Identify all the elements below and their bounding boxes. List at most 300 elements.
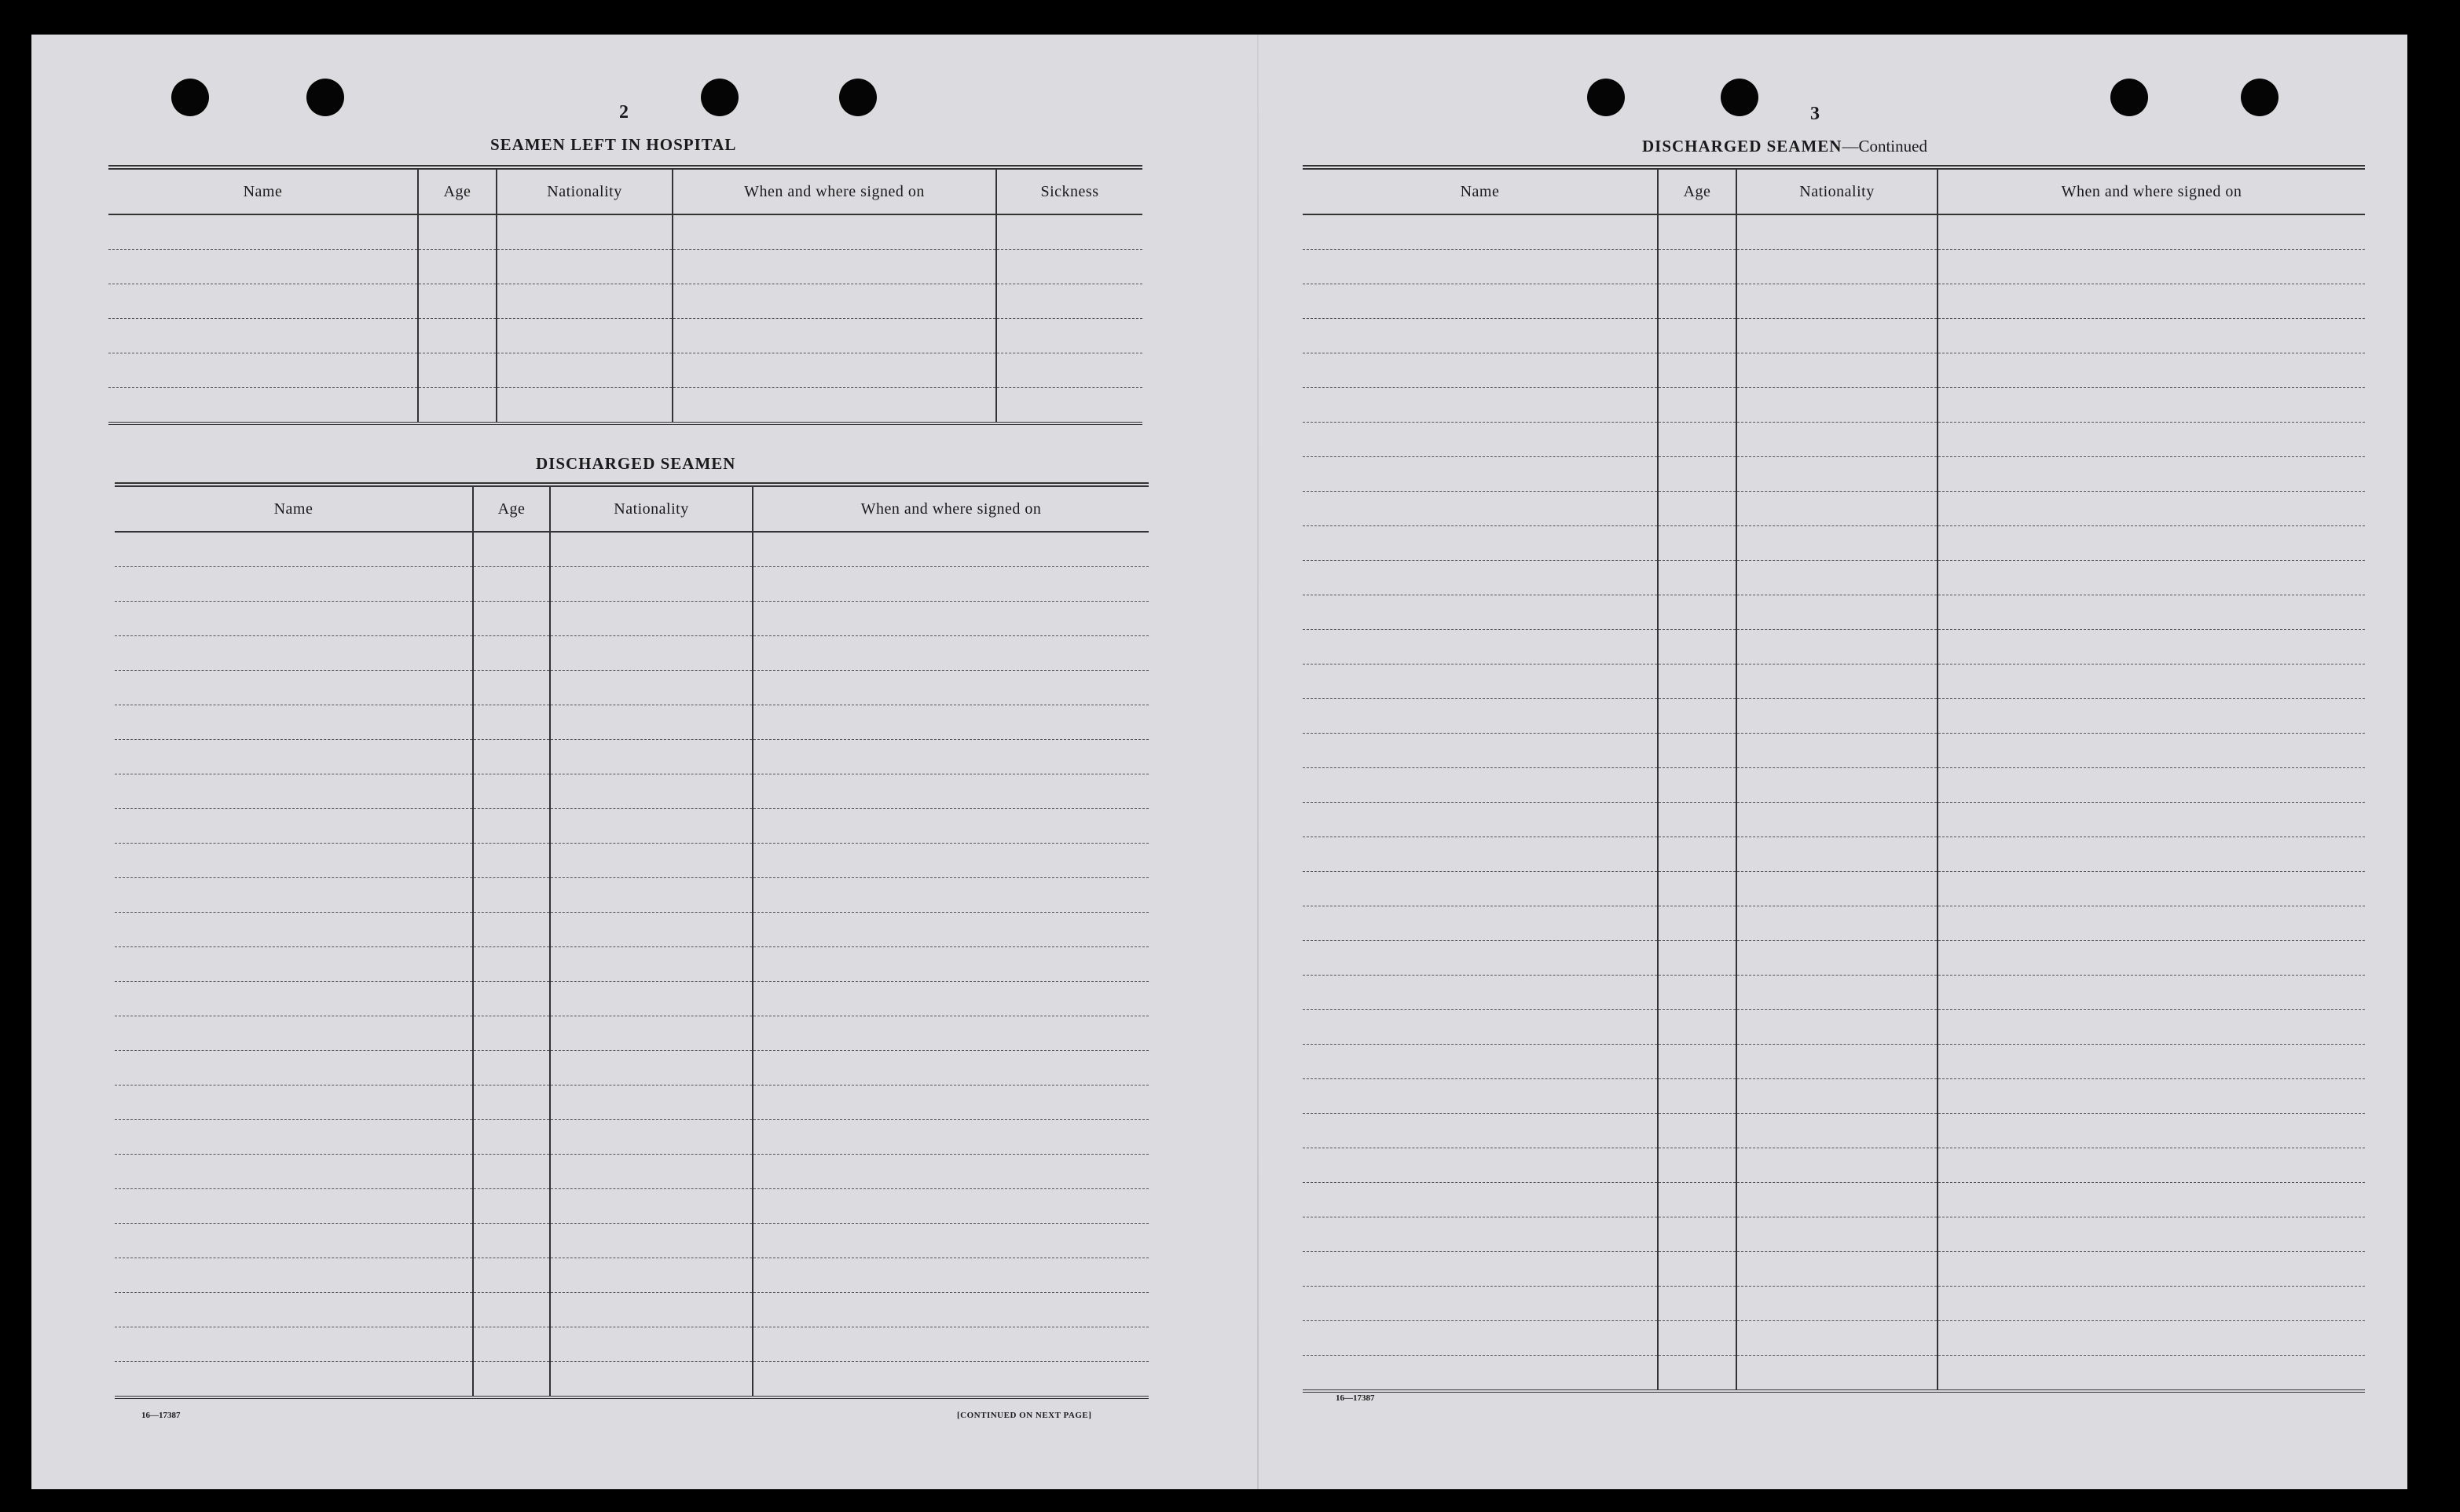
punch-hole bbox=[2241, 79, 2279, 116]
discharged-continued-row bbox=[1303, 734, 2365, 768]
discharged-cell bbox=[753, 1189, 1149, 1224]
discharged-cell bbox=[753, 1051, 1149, 1085]
discharged-continued-cell bbox=[1938, 664, 2365, 699]
discharged-continued-cell bbox=[1938, 492, 2365, 526]
discharged-continued-cell bbox=[1303, 872, 1658, 906]
discharged-continued-cell bbox=[1303, 1356, 1658, 1392]
discharged-continued-cell bbox=[1658, 976, 1736, 1010]
hospital-cell bbox=[497, 388, 673, 424]
discharged-continued-cell bbox=[1303, 353, 1658, 388]
discharged-continued-cell bbox=[1303, 664, 1658, 699]
discharged-continued-row bbox=[1303, 1010, 2365, 1045]
discharged-cell bbox=[473, 740, 550, 774]
discharged-continued-cell bbox=[1303, 492, 1658, 526]
discharged-cell bbox=[753, 1327, 1149, 1362]
discharged-cell bbox=[115, 1085, 473, 1120]
discharged-continued-row bbox=[1303, 1114, 2365, 1148]
hospital-cell bbox=[418, 250, 497, 284]
discharged-continued-cell bbox=[1938, 872, 2365, 906]
discharged-continued-cell bbox=[1736, 1079, 1938, 1114]
discharged-continued-cell bbox=[1658, 595, 1736, 630]
punch-hole bbox=[1587, 79, 1625, 116]
hospital-cell bbox=[497, 214, 673, 250]
discharged-continued-cell bbox=[1658, 1252, 1736, 1287]
hospital-cell bbox=[418, 388, 497, 424]
discharged-cell bbox=[473, 671, 550, 705]
hospital-column-header: Sickness bbox=[996, 167, 1142, 214]
discharged-row bbox=[115, 740, 1149, 774]
discharged-continued-cell bbox=[1938, 1356, 2365, 1392]
discharged-cell bbox=[550, 1085, 753, 1120]
discharged-cell bbox=[473, 982, 550, 1016]
discharged-cell bbox=[115, 1016, 473, 1051]
hospital-cell bbox=[108, 388, 418, 424]
discharged-row bbox=[115, 1189, 1149, 1224]
discharged-continued-cell bbox=[1736, 1148, 1938, 1183]
discharged-cell bbox=[115, 774, 473, 809]
discharged-table bbox=[115, 482, 1149, 1399]
discharged-cell bbox=[473, 636, 550, 671]
hospital-column-header: When and where signed on bbox=[673, 167, 996, 214]
ledger-sheet bbox=[31, 35, 2407, 1489]
discharged-continued-cell bbox=[1736, 734, 1938, 768]
discharged-row bbox=[115, 532, 1149, 567]
discharged-continued-row bbox=[1303, 214, 2365, 250]
discharged-continued-cell bbox=[1736, 284, 1938, 319]
discharged-continued-cell bbox=[1736, 803, 1938, 837]
discharged-continued-cell bbox=[1658, 906, 1736, 941]
discharged-cell bbox=[115, 913, 473, 947]
hospital-cell bbox=[108, 353, 418, 388]
discharged-continued-row bbox=[1303, 319, 2365, 353]
discharged-cell bbox=[753, 602, 1149, 636]
discharged-continued-cell bbox=[1736, 1287, 1938, 1321]
discharged-row bbox=[115, 809, 1149, 844]
discharged-continued-cell bbox=[1658, 1010, 1736, 1045]
discharged-cell bbox=[550, 1224, 753, 1258]
discharged-cell bbox=[115, 1224, 473, 1258]
discharged-continued-cell bbox=[1938, 1217, 2365, 1252]
discharged-cell bbox=[115, 1051, 473, 1085]
discharged-continued-cell bbox=[1736, 1114, 1938, 1148]
discharged-continued-cell bbox=[1736, 457, 1938, 492]
discharged-continued-row bbox=[1303, 768, 2365, 803]
discharged-continued-cell bbox=[1736, 423, 1938, 457]
discharged-cell bbox=[115, 602, 473, 636]
discharged-continued-row bbox=[1303, 492, 2365, 526]
discharged-continued-row bbox=[1303, 388, 2365, 423]
punch-hole bbox=[2110, 79, 2148, 116]
discharged-continued-cell bbox=[1736, 664, 1938, 699]
discharged-cell bbox=[753, 740, 1149, 774]
discharged-continued-cell bbox=[1658, 319, 1736, 353]
discharged-cell bbox=[550, 705, 753, 740]
discharged-cell bbox=[550, 947, 753, 982]
discharged-continued-cell bbox=[1736, 1045, 1938, 1079]
discharged-continued-row bbox=[1303, 1252, 2365, 1287]
discharged-continued-cell bbox=[1736, 1321, 1938, 1356]
discharged-continued-cell bbox=[1303, 319, 1658, 353]
discharged-continued-cell bbox=[1658, 1114, 1736, 1148]
discharged-cell bbox=[473, 567, 550, 602]
discharged-continued-cell bbox=[1658, 734, 1736, 768]
discharged-column-header: Age bbox=[473, 485, 550, 532]
discharged-continued-row bbox=[1303, 941, 2365, 976]
discharged-continued-cell bbox=[1938, 319, 2365, 353]
hospital-column-header: Nationality bbox=[497, 167, 673, 214]
hospital-row bbox=[108, 214, 1142, 250]
discharged-cell bbox=[550, 1293, 753, 1327]
discharged-continued-cell bbox=[1938, 1079, 2365, 1114]
discharged-continued-cell bbox=[1736, 214, 1938, 250]
discharged-continued-cell bbox=[1303, 1217, 1658, 1252]
discharged-continued-row bbox=[1303, 1217, 2365, 1252]
discharged-cell bbox=[473, 809, 550, 844]
discharged-cell bbox=[115, 1155, 473, 1189]
discharged-cell bbox=[550, 1258, 753, 1293]
discharged-continued-row bbox=[1303, 423, 2365, 457]
discharged-row bbox=[115, 947, 1149, 982]
discharged-continued-cell bbox=[1938, 976, 2365, 1010]
discharged-row bbox=[115, 1051, 1149, 1085]
discharged-continued-cell bbox=[1938, 906, 2365, 941]
hospital-cell bbox=[996, 250, 1142, 284]
discharged-continued-cell bbox=[1303, 1045, 1658, 1079]
discharged-row bbox=[115, 1016, 1149, 1051]
discharged-cell bbox=[115, 1327, 473, 1362]
discharged-continued-row bbox=[1303, 699, 2365, 734]
discharged-cell bbox=[550, 602, 753, 636]
hospital-cell bbox=[497, 250, 673, 284]
discharged-continued-cell bbox=[1938, 1114, 2365, 1148]
discharged-continued-cell bbox=[1938, 1252, 2365, 1287]
discharged-cell bbox=[115, 1258, 473, 1293]
discharged-cell bbox=[550, 1120, 753, 1155]
discharged-continued-cell bbox=[1658, 872, 1736, 906]
hospital-cell bbox=[497, 284, 673, 319]
discharged-cell bbox=[550, 1051, 753, 1085]
hospital-cell bbox=[418, 319, 497, 353]
hospital-cell bbox=[497, 319, 673, 353]
page-number-right: 3 bbox=[1810, 104, 1820, 124]
discharged-cell bbox=[753, 1362, 1149, 1398]
discharged-cell bbox=[753, 1120, 1149, 1155]
form-code-right: 16—17387 bbox=[1336, 1393, 1375, 1403]
discharged-row bbox=[115, 982, 1149, 1016]
discharged-cell bbox=[550, 671, 753, 705]
discharged-row bbox=[115, 1258, 1149, 1293]
hospital-cell bbox=[108, 319, 418, 353]
discharged-cell bbox=[115, 740, 473, 774]
discharged-cell bbox=[473, 1016, 550, 1051]
discharged-cell bbox=[753, 1224, 1149, 1258]
discharged-continued-cell bbox=[1736, 526, 1938, 561]
discharged-continued-cell bbox=[1303, 284, 1658, 319]
hospital-row bbox=[108, 250, 1142, 284]
discharged-cell bbox=[473, 878, 550, 913]
discharged-continued-cell bbox=[1658, 353, 1736, 388]
hospital-cell bbox=[418, 214, 497, 250]
discharged-continued-cell bbox=[1938, 1010, 2365, 1045]
hospital-cell bbox=[996, 284, 1142, 319]
discharged-cell bbox=[473, 844, 550, 878]
discharged-cell bbox=[115, 809, 473, 844]
discharged-continued-cell bbox=[1658, 457, 1736, 492]
discharged-cell bbox=[753, 844, 1149, 878]
discharged-continued-cell bbox=[1938, 214, 2365, 250]
discharged-cell bbox=[550, 1362, 753, 1398]
discharged-continued-row bbox=[1303, 284, 2365, 319]
discharged-row bbox=[115, 1327, 1149, 1362]
punch-hole bbox=[306, 79, 344, 116]
discharged-continued-cell bbox=[1736, 561, 1938, 595]
discharged-continued-cell bbox=[1938, 423, 2365, 457]
discharged-continued-cell bbox=[1938, 768, 2365, 803]
discharged-row bbox=[115, 1362, 1149, 1398]
discharged-continued-row bbox=[1303, 1045, 2365, 1079]
discharged-cell bbox=[550, 774, 753, 809]
discharged-continued-cell bbox=[1303, 699, 1658, 734]
discharged-cell bbox=[550, 809, 753, 844]
hospital-table bbox=[108, 165, 1142, 425]
discharged-continued-cell bbox=[1303, 1079, 1658, 1114]
discharged-continued-cell bbox=[1658, 768, 1736, 803]
discharged-cell bbox=[115, 532, 473, 567]
discharged-continued-row bbox=[1303, 906, 2365, 941]
discharged-continued-cell bbox=[1303, 976, 1658, 1010]
discharged-continued-row bbox=[1303, 803, 2365, 837]
discharged-continued-cell bbox=[1736, 630, 1938, 664]
discharged-cell bbox=[115, 878, 473, 913]
discharged-row bbox=[115, 878, 1149, 913]
discharged-continued-column-header: Name bbox=[1303, 167, 1658, 214]
discharged-continued-cell bbox=[1303, 630, 1658, 664]
discharged-cell bbox=[115, 1362, 473, 1398]
discharged-continued-cell bbox=[1736, 1183, 1938, 1217]
discharged-row bbox=[115, 567, 1149, 602]
discharged-continued-cell bbox=[1938, 250, 2365, 284]
hospital-cell bbox=[673, 388, 996, 424]
discharged-continued-cell bbox=[1938, 353, 2365, 388]
discharged-cell bbox=[550, 532, 753, 567]
discharged-continued-row bbox=[1303, 1356, 2365, 1392]
discharged-continued-cell bbox=[1938, 1148, 2365, 1183]
discharged-continued-cell bbox=[1736, 319, 1938, 353]
discharged-cell bbox=[753, 809, 1149, 844]
discharged-continued-cell bbox=[1938, 526, 2365, 561]
hospital-cell bbox=[996, 214, 1142, 250]
hospital-cell bbox=[673, 319, 996, 353]
discharged-continued-cell bbox=[1658, 561, 1736, 595]
hospital-cell bbox=[673, 353, 996, 388]
discharged-continued-cell bbox=[1658, 214, 1736, 250]
discharged-continued-cell bbox=[1303, 1252, 1658, 1287]
discharged-cell bbox=[473, 1120, 550, 1155]
discharged-continued-cell bbox=[1938, 561, 2365, 595]
discharged-continued-cell bbox=[1658, 492, 1736, 526]
hospital-cell bbox=[673, 250, 996, 284]
discharged-cell bbox=[753, 1016, 1149, 1051]
discharged-continued-cell bbox=[1938, 734, 2365, 768]
discharged-continued-cell bbox=[1303, 1321, 1658, 1356]
discharged-continued-cell bbox=[1658, 699, 1736, 734]
discharged-continued-cell bbox=[1303, 595, 1658, 630]
discharged-continued-cell bbox=[1938, 630, 2365, 664]
discharged-cell bbox=[473, 532, 550, 567]
discharged-continued-cell bbox=[1303, 250, 1658, 284]
discharged-cell bbox=[473, 1224, 550, 1258]
discharged-row bbox=[115, 1085, 1149, 1120]
discharged-continued-cell bbox=[1938, 1045, 2365, 1079]
discharged-continued-cell bbox=[1303, 803, 1658, 837]
discharged-continued-row bbox=[1303, 1079, 2365, 1114]
discharged-continued-cell bbox=[1658, 388, 1736, 423]
discharged-cell bbox=[473, 1258, 550, 1293]
discharged-cell bbox=[115, 947, 473, 982]
discharged-continued-cell bbox=[1303, 941, 1658, 976]
discharged-row bbox=[115, 774, 1149, 809]
discharged-continued-row bbox=[1303, 250, 2365, 284]
discharged-continued-cell bbox=[1938, 1287, 2365, 1321]
discharged-continued-row bbox=[1303, 872, 2365, 906]
discharged-cell bbox=[753, 982, 1149, 1016]
discharged-cell bbox=[550, 913, 753, 947]
discharged-continued-cell bbox=[1303, 214, 1658, 250]
discharged-continued-cell bbox=[1938, 388, 2365, 423]
discharged-column-header: When and where signed on bbox=[753, 485, 1149, 532]
hospital-cell bbox=[418, 284, 497, 319]
discharged-continued-cell bbox=[1736, 595, 1938, 630]
discharged-continued-cell bbox=[1736, 837, 1938, 872]
discharged-continued-cell bbox=[1938, 595, 2365, 630]
hospital-row bbox=[108, 319, 1142, 353]
discharged-cell bbox=[753, 671, 1149, 705]
discharged-continued-column-header: Nationality bbox=[1736, 167, 1938, 214]
discharged-cell bbox=[473, 1085, 550, 1120]
punch-hole bbox=[701, 79, 739, 116]
discharged-continued-cell bbox=[1938, 803, 2365, 837]
discharged-continued-row bbox=[1303, 976, 2365, 1010]
discharged-continued-row bbox=[1303, 1183, 2365, 1217]
discharged-cell bbox=[473, 774, 550, 809]
discharged-continued-cell bbox=[1303, 906, 1658, 941]
hospital-cell bbox=[108, 214, 418, 250]
discharged-cell bbox=[753, 913, 1149, 947]
discharged-continued-cell bbox=[1736, 906, 1938, 941]
discharged-continued-cell bbox=[1658, 1287, 1736, 1321]
discharged-continued-cell bbox=[1303, 388, 1658, 423]
discharged-row bbox=[115, 913, 1149, 947]
discharged-cell bbox=[753, 1085, 1149, 1120]
discharged-continued-cell bbox=[1658, 803, 1736, 837]
hospital-table-header bbox=[108, 167, 1142, 214]
hospital-cell bbox=[996, 388, 1142, 424]
discharged-continued-cell bbox=[1658, 630, 1736, 664]
discharged-row bbox=[115, 1120, 1149, 1155]
discharged-cell bbox=[550, 878, 753, 913]
discharged-continued-cell bbox=[1658, 1356, 1736, 1392]
hospital-column-header: Age bbox=[418, 167, 497, 214]
discharged-row bbox=[115, 671, 1149, 705]
hospital-cell bbox=[996, 353, 1142, 388]
form-code-left: 16—17387 bbox=[141, 1411, 181, 1420]
hospital-cell bbox=[497, 353, 673, 388]
discharged-continued-cell bbox=[1938, 699, 2365, 734]
discharged-continued-cell bbox=[1736, 492, 1938, 526]
discharged-continued-row bbox=[1303, 526, 2365, 561]
discharged-continued-cell bbox=[1658, 423, 1736, 457]
discharged-cell bbox=[550, 740, 753, 774]
discharged-continued-cell bbox=[1658, 1148, 1736, 1183]
discharged-cell bbox=[473, 913, 550, 947]
hospital-cell bbox=[108, 250, 418, 284]
discharged-cell bbox=[753, 705, 1149, 740]
discharged-cell bbox=[753, 1155, 1149, 1189]
discharged-continued-cell bbox=[1658, 1183, 1736, 1217]
discharged-continued-header bbox=[1303, 167, 2365, 214]
discharged-section-title: DISCHARGED SEAMEN bbox=[536, 454, 736, 473]
hospital-column-header: Name bbox=[108, 167, 418, 214]
discharged-column-header: Nationality bbox=[550, 485, 753, 532]
hospital-cell bbox=[996, 319, 1142, 353]
discharged-continued-cell bbox=[1736, 872, 1938, 906]
discharged-row bbox=[115, 1293, 1149, 1327]
discharged-continued-cell bbox=[1736, 768, 1938, 803]
discharged-cell bbox=[753, 636, 1149, 671]
hospital-cell bbox=[673, 214, 996, 250]
discharged-cell bbox=[550, 1155, 753, 1189]
discharged-continued-cell bbox=[1736, 1010, 1938, 1045]
discharged-continued-cell bbox=[1303, 734, 1658, 768]
discharged-continued-row bbox=[1303, 1321, 2365, 1356]
discharged-continued-column-header: When and where signed on bbox=[1938, 167, 2365, 214]
discharged-cell bbox=[473, 947, 550, 982]
discharged-cell bbox=[115, 844, 473, 878]
discharged-row bbox=[115, 602, 1149, 636]
discharged-continued-column-header: Age bbox=[1658, 167, 1736, 214]
discharged-cell bbox=[115, 636, 473, 671]
discharged-continued-row bbox=[1303, 630, 2365, 664]
discharged-continued-cell bbox=[1303, 423, 1658, 457]
discharged-cell bbox=[753, 1258, 1149, 1293]
discharged-continued-cell bbox=[1736, 1252, 1938, 1287]
discharged-cell bbox=[550, 1016, 753, 1051]
discharged-cell bbox=[550, 567, 753, 602]
discharged-continued-row bbox=[1303, 1287, 2365, 1321]
discharged-cell bbox=[473, 602, 550, 636]
discharged-continued-cell bbox=[1736, 388, 1938, 423]
discharged-continued-row bbox=[1303, 1148, 2365, 1183]
continued-note: [CONTINUED ON NEXT PAGE] bbox=[957, 1411, 1092, 1420]
hospital-row bbox=[108, 353, 1142, 388]
discharged-cell bbox=[753, 567, 1149, 602]
discharged-continued-cell bbox=[1736, 941, 1938, 976]
discharged-column-header: Name bbox=[115, 485, 473, 532]
discharged-cell bbox=[473, 1051, 550, 1085]
discharged-continued-cell bbox=[1938, 1183, 2365, 1217]
discharged-cell bbox=[115, 1189, 473, 1224]
discharged-continued-cell bbox=[1658, 941, 1736, 976]
discharged-cell bbox=[115, 1120, 473, 1155]
discharged-continued-cell bbox=[1303, 837, 1658, 872]
discharged-table-header bbox=[115, 485, 1149, 532]
discharged-continued-row bbox=[1303, 664, 2365, 699]
discharged-continued-cell bbox=[1658, 664, 1736, 699]
discharged-cell bbox=[473, 1362, 550, 1398]
hospital-cell bbox=[108, 284, 418, 319]
discharged-row bbox=[115, 1224, 1149, 1258]
discharged-continued-cell bbox=[1658, 1079, 1736, 1114]
